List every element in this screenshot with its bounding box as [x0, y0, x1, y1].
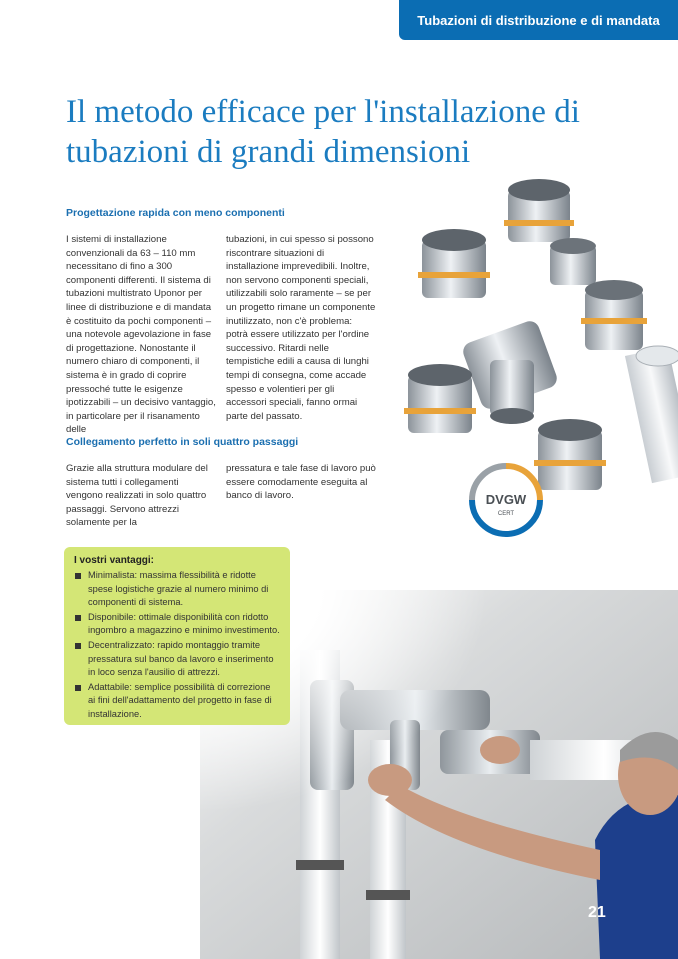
advantage-text: Disponibile: ottimale disponibilità con ridotto ingombro a magazzino e minimo investimento. — [88, 611, 280, 636]
bullet-square-icon — [75, 573, 81, 579]
section-header-tab — [399, 0, 678, 40]
section1-heading: Progettazione rapida con meno componenti — [66, 207, 285, 219]
advantage-text: Adattabile: semplice possibilità di correzione ai fini dell'adattamento del progetto in fase di installazione. — [88, 681, 272, 719]
page-number: 21 — [588, 904, 606, 921]
bullet-square-icon — [75, 615, 81, 621]
dvgw-badge-name: DVGW — [485, 492, 527, 507]
section2-column-right: pressatura e tale fase di lavoro può essere comodamente eseguita al banco di lavoro. — [226, 463, 376, 502]
section2-heading: Collegamento perfetto in soli quattro passaggi — [66, 436, 299, 448]
advantages-box — [64, 547, 290, 725]
section1-column-left: I sistemi di installazione convenzionali da 63 – 110 mm necessitano di fino a 300 componenti differenti. Il sistema di tubazioni multistrato Uponor per linee di distribuzione e di mandata è costituito da pochi componenti – una notevole agevolazione in fase di progettazione. Nonostante il numero chiaro di componenti, il sistema è in grado di coprire pressoché tutte le esigenze ipotizzabili – un decisivo vantaggio, in particolare per il risanamento delle — [66, 234, 216, 436]
advantages-list — [74, 569, 280, 722]
section-header-label: Tubazioni di distribuzione e di mandata — [417, 12, 660, 28]
coupling-top — [504, 179, 596, 285]
dvgw-cert-badge — [466, 460, 546, 540]
list-item — [74, 639, 280, 680]
coupling-left-upper — [418, 229, 490, 298]
dvgw-badge-sub: CERT — [497, 511, 515, 517]
bullet-square-icon — [75, 643, 81, 649]
advantages-title: I vostri vantaggi: — [74, 555, 155, 566]
section2-column-left: Grazie alla struttura modulare del sistema tutti i collegamenti vengono realizzati in solo quattro passaggi. Servono attrezzi solamente per la — [66, 463, 208, 529]
pipe-segment — [625, 346, 678, 483]
coupling-right — [581, 280, 647, 350]
advantage-text: Minimalista: massima flessibilità e ridotte spese logistiche grazie al numero minimo di componenti di sistema. — [88, 570, 269, 608]
list-item — [74, 681, 280, 722]
list-item — [74, 611, 280, 638]
coupling-left-lower — [404, 364, 476, 433]
section1-column-right: tubazioni, in cui spesso si possono riscontrare situazioni di installazione imprevedibili. Inoltre, non servono componenti speciali, utilizzabili solo raramente – se per un progetto rimane un componente inutilizzato, non c'è problema: potrà essere utilizzato per l'ordine successivo. Ritardi nelle tempistiche edili a causa di lunghi tempi di consegna, come accade spesso e volentieri per gli accessori speciali, fanno ormai parte del passato. — [226, 234, 376, 422]
bullet-square-icon — [75, 685, 81, 691]
advantage-text: Decentralizzato: rapido montaggio tramite pressatura sul banco da lavoro e inserimento in loco senza l'ausilio di attrezzi. — [88, 639, 274, 678]
page-title: Il metodo efficace per l'installazione di tubazioni di grandi dimensioni — [66, 94, 580, 170]
list-item — [74, 569, 280, 610]
